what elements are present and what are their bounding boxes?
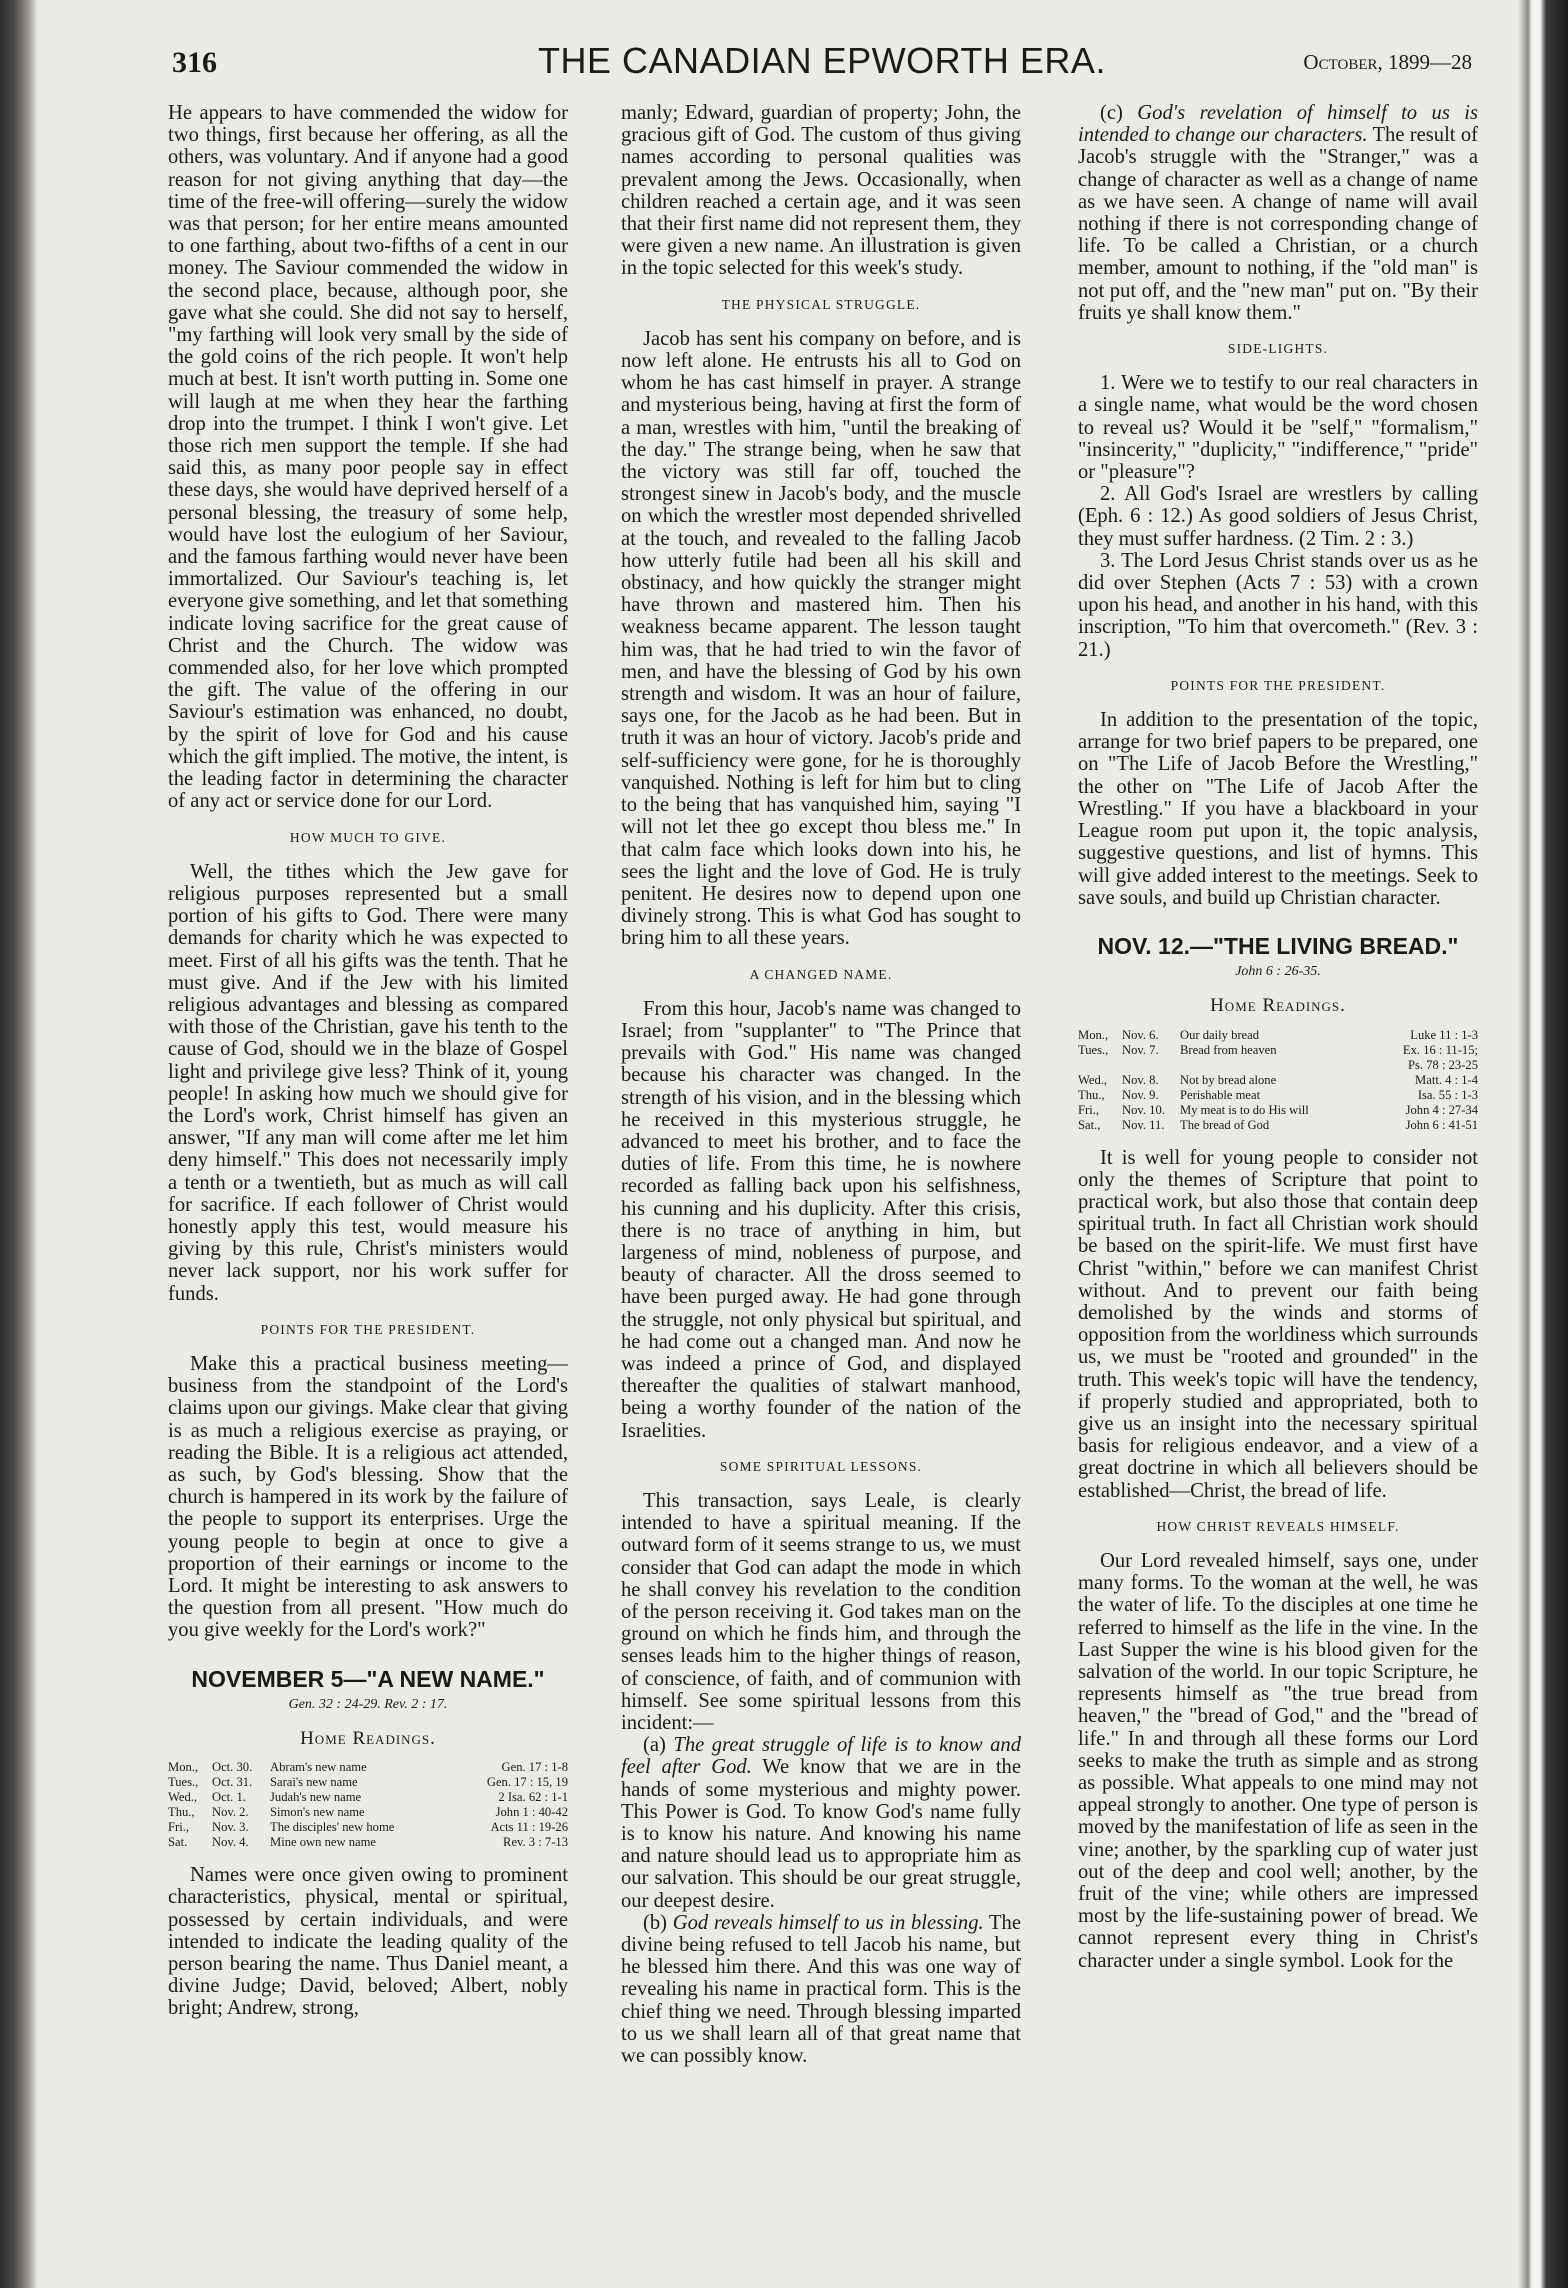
- journal-title: THE CANADIAN EPWORTH ERA.: [538, 40, 1106, 81]
- home-readings-heading: Home Readings.: [1210, 995, 1346, 1017]
- section-heading: A CHANGED NAME.: [749, 966, 893, 982]
- section-heading: HOW MUCH TO GIVE.: [289, 829, 447, 845]
- side-light-1: 1. Were we to testify to our real characters in a single name, what would be the word chosen to reveal us? Would it be "self," "formalism," "insincerity," "duplicity," "indifference," "pride" or "pleasure"?: [1078, 372, 1478, 484]
- reading-row: Sat., Nov. 11. The bread of God John 6 : 41-51: [1078, 1117, 1478, 1132]
- home-readings-heading: Home Readings.: [300, 1728, 436, 1750]
- column-middle: [621, 102, 1021, 2142]
- side-light-2: 2. All God's Israel are wrestlers by calling (Eph. 6 : 12.) As good soldiers of Jesus Christ, they must suffer hardness. (2 Tim. 2 : 3.): [1078, 483, 1478, 550]
- column-left: [168, 102, 568, 2142]
- reading-row: Fri., Nov. 10. My meat is to do His will John 4 : 27-34: [1078, 1102, 1478, 1117]
- reading-row: Wed., Nov. 8. Not by bread alone Matt. 4 : 1-4: [1078, 1072, 1478, 1087]
- reading-row: Wed., Oct. 1. Judah's new name 2 Isa. 62 : 1-1: [168, 1790, 568, 1805]
- lesson-point-a: (a) The great struggle of life is to know and feel after God. We know that we are in the hands of some mysterious and mighty power. This Power is God. To know God's name fully is to know his nature. And knowing his name and nature should lead us to appropriate him as our salvation. This should be our great struggle, our deepest desire.: [621, 1734, 1021, 1912]
- reading-row: Fri., Nov. 3. The disciples' new home Acts 11 : 19-26: [168, 1820, 568, 1835]
- home-readings-table: [168, 1760, 568, 1850]
- lesson-point-c: (c) God's revelation of himself to us is intended to change our characters. The result of Jacob's struggle with the "Stranger," was a change of character as well as a change of name as we have seen. A change of name will avail nothing if there is not corresponding change of life. To be called a Christian, or a church member, amount to nothing, if the "old man" is not put off, and the "new man" put on. "By their fruits ye shall know them.": [1078, 102, 1478, 324]
- reading-row: Mon., Oct. 30. Abram's new name Gen. 17 : 1-8: [168, 1760, 568, 1775]
- page-edge-shadow: [1518, 0, 1568, 2288]
- lesson-point-b: (b) God reveals himself to us in blessing. The divine being refused to tell Jacob his name, but he blessed him there. And this was one way of revealing his name in practical form. This is the chief thing we need. Through blessing imparted to us we shall learn all of that great name that we can possibly know.: [621, 1911, 1021, 2068]
- issue-date: October, 1899—28: [1303, 50, 1472, 74]
- column-right: [1078, 102, 1478, 2142]
- paragraph: manly; Edward, guardian of property; John, the gracious gift of God. The custom of thus giving names according to personal qualities was prevalent among the Jews. Occasionally, when children reached a certain age, and it was seen that their first name did not represent them, they were given a new name. An illustration is given in the topic selected for this week's study.: [621, 102, 1021, 280]
- lesson-title: NOVEMBER 5—"A NEW NAME.": [191, 1665, 545, 1692]
- paragraph: Well, the tithes which the Jew gave for religious purposes represented but a small portion of his gifts to God. There were many demands for charity which he was expected to meet. First of all his gifts was the tenth. That he must give. And if the Jew with his limited religious advantages and blessing as compared with those of the Christian, gave his tenth to the cause of God, should we in the blaze of Gospel light and privilege give less? Think of it, young people! In asking how much we should give for the Lord's work, Christ himself has given an answer, "If any man will come after me let him deny himself." This does not necessarily imply a tenth or a twentieth, but as much as will call for sacrifice. If each follower of Christ would honestly apply this test, would measure his giving by this rule, Christ's ministers would never lack support, nor his work suffer for funds.: [168, 860, 568, 1305]
- reading-row: Mon., Nov. 6. Our daily bread Luke 11 : 1-3: [1078, 1027, 1478, 1042]
- reading-row: Sat. Nov. 4. Mine own new name Rev. 3 : 7-13: [168, 1835, 568, 1850]
- side-light-3: 3. The Lord Jesus Christ stands over us as he did over Stephen (Acts 7 : 53) with a crown upon his head, and another in his hand, with this inscription, "To him that overcometh." (Rev. 3 : 21.): [1078, 549, 1478, 661]
- section-heading: SIDE-LIGHTS.: [1227, 341, 1329, 357]
- paragraph: This transaction, says Leale, is clearly intended to have a spiritual meaning. If the outward form of it seems strange to us, we must consider that God can adapt the mode in which he shall convey his revelation to the condition of the person receiving it. God takes man on the ground on which he finds him, and through the senses leads him to the higher things of reason, of conscience, of faith, and of communion with himself. See some spiritual lessons from this incident:—: [621, 1489, 1021, 1735]
- page-gutter-shadow: [0, 0, 38, 2288]
- running-header: [172, 40, 1472, 84]
- reading-row: Thu., Nov. 2. Simon's new name John 1 : 40-42: [168, 1805, 568, 1820]
- section-heading: HOW CHRIST REVEALS HIMSELF.: [1156, 1518, 1400, 1534]
- section-heading: POINTS FOR THE PRESIDENT.: [260, 1321, 476, 1337]
- page-number: 316: [172, 46, 217, 79]
- reading-row: Tues., Oct. 31. Sarai's new name Gen. 17 : 15, 19: [168, 1775, 568, 1790]
- paragraph: From this hour, Jacob's name was changed to Israel; from "supplanter" to "The Prince that prevails with God." His name was changed because his character was changed. In the strength of his vision, and in the blessing which he received in this mysterious struggle, he advanced to meet his brother, and to face the duties of life. From this time, he is nowhere recorded as falling back upon his selfishness, his cunning and his duplicity. After this crisis, there is no trace of anything in him, but largeness of mind, nobleness of purpose, and beauty of character. All the dross seemed to have been purged away. He had gone through the struggle, not only physical but spiritual, and he had come out a changed man. And now he was indeed a prince of God, and displayed thereafter the qualities of stalwart manhood, being a worthy founder of the nation of the Israelities.: [621, 997, 1021, 1442]
- paragraph: Make this a practical business meeting—business from the standpoint of the Lord's claims upon our givings. Make clear that giving is as much a religious exercise as praying, or reading the Bible. It is a religious act attended, as such, by God's blessing. Show that the church is hampered in its work by the failure of the people to support its enterprises. Urge the young people to begin at once to give a proportion of their earnings or income to the Lord. It might be interesting to ask answers to the question from all present. "How much do you give weekly for the Lord's work?": [168, 1352, 568, 1642]
- paragraph: Jacob has sent his company on before, and is now left alone. He entrusts his all to God on whom he has cast himself in prayer. A strange and mysterious being, having at first the form of a man, wrestles with him, "until the breaking of the day." The strange being, when he saw that the victory was still far off, touched the strongest sinew in Jacob's body, and the muscle on which the wrestler most depended shrivelled at the touch, and revealed to the falling Jacob how utterly futile had been all his skill and obstinacy, and how quickly the stranger might have thrown and mastered him. Then his weakness became apparent. The lesson taught him was, that he had tried to win the favor of men, and have the blessing of God by his own strength and wisdom. It was an hour of failure, says one, for the Jacob as he had been. But in truth it was an hour of victory. Jacob's pride and self-sufficiency were gone, for he is thoroughly vanquished. Nothing is left for him but to cling to the being that has vanquished him, saying "I will not let thee go except thou bless me." In that calm face which looks down into his, he sees the light and the love of God. He is truly penitent. He desires now to depend upon one divinely strong. This is what God has sought to bring him to all these years.: [621, 327, 1021, 950]
- paragraph: He appears to have commended the widow for two things, first because her offering, as all the others, was voluntary. And if anyone had a good reason for not giving anything that day—the time of the free-will offering—surely the widow was that person; for her entire means amounted to one farthing, about two-fifths of a cent in our money. The Saviour commended the widow in the second place, because, although poor, she gave what she could. She did not say to herself, "my farthing will look very small by the side of the gold coins of the rich people. It won't help much at best. It isn't worth putting in. Some one will laugh at me when they hear the farthing drop into the trumpet. I think I won't give. Let those rich men support the temple. If she had said this, as many poor people say in effect these days, she would have deprived herself of a personal blessing, the treasury of some help, would have lost the eulogium of her Saviour, and the famous farthing would never have been immortalized. Our Saviour's teaching is, let everyone give something, and let that something indicate loving sacrifice for the great cause of Christ and the Church. The widow was commended also, for her love which prompted the gift. The value of the offering in our Saviour's estimation was enhanced, no doubt, by the spirit of love for God and his cause which the gift implied. The motive, the intent, is the leading factor in determining the character of any act or service done for our Lord.: [168, 102, 568, 813]
- section-heading: THE PHYSICAL STRUGGLE.: [721, 296, 921, 312]
- paragraph: In addition to the presentation of the topic, arrange for two brief papers to be prepared, one on "The Life of Jacob Before the Wrestling," the other on "The Life of Jacob After the Wrestling." If you have a blackboard in your League room put upon it, the topic analysis, suggestive questions, and list of hymns. This will give added interest to the meetings. Seek to save souls, and build up Christian character.: [1078, 709, 1478, 909]
- section-heading: SOME SPIRITUAL LESSONS.: [719, 1458, 923, 1474]
- reading-row: Tues., Nov. 7. Bread from heaven Ex. 16 : 11-15;: [1078, 1042, 1478, 1057]
- paragraph: Names were once given owing to prominent characteristics, physical, mental or spiritual, possessed by certain individuals, and were intended to indicate the leading quality of the person bearing the name. Thus Daniel meant, a divine Judge; David, beloved; Albert, nobly bright; Andrew, strong,: [168, 1864, 568, 2020]
- scripture-reference: John 6 : 26-35.: [1235, 964, 1321, 980]
- reading-row: Thu., Nov. 9. Perishable meat Isa. 55 : 1-3: [1078, 1087, 1478, 1102]
- paragraph: Our Lord revealed himself, says one, under many forms. To the woman at the well, he was the water of life. To the disciples at one time he referred to himself as the life in the vine. In the Last Supper the wine is his blood given for the salvation of the world. In our topic Scripture, he represents himself as "the true bread from heaven," the "bread of God," and the "bread of life." In and through all these forms our Lord seeks to make the truth as simple and as strong as possible. What appeals to one mind may not appeal strongly to another. One type of person is moved by the manifestation of life as seen in the vine; another, by the sparkling cup of water just out of the deep and cool well; another, by the fruit of the vine; while others are impressed most by the life-sustaining power of bread. We cannot represent every thing in Christ's character under a single symbol. Look for the: [1078, 1549, 1478, 1972]
- paragraph: It is well for young people to consider not only the themes of Scripture that point to practical work, but also those that contain deep spiritual truth. In fact all Christian work should be based on the spirit-life. We must first have Christ "within," before we can manifest Christ without. And to prevent our faith being demolished by the winds and storms of opposition from the worldiness which surrounds us, we must be "rooted and grounded" in the truth. This week's topic will have the tendency, if properly studied and appropriated, both to give us an insight into the necessary spiritual basis for religious endeavor, and a view of a great doctrine in which all believers should be established—Christ, the bread of life.: [1078, 1146, 1478, 1502]
- scripture-reference: Gen. 32 : 24-29. Rev. 2 : 17.: [288, 1696, 448, 1712]
- reading-row: Ps. 78 : 23-25: [1408, 1057, 1478, 1072]
- lesson-title: NOV. 12.—"THE LIVING BREAD.": [1097, 932, 1459, 959]
- section-heading: POINTS FOR THE PRESIDENT.: [1170, 677, 1386, 693]
- home-readings-table: [1078, 1028, 1478, 1133]
